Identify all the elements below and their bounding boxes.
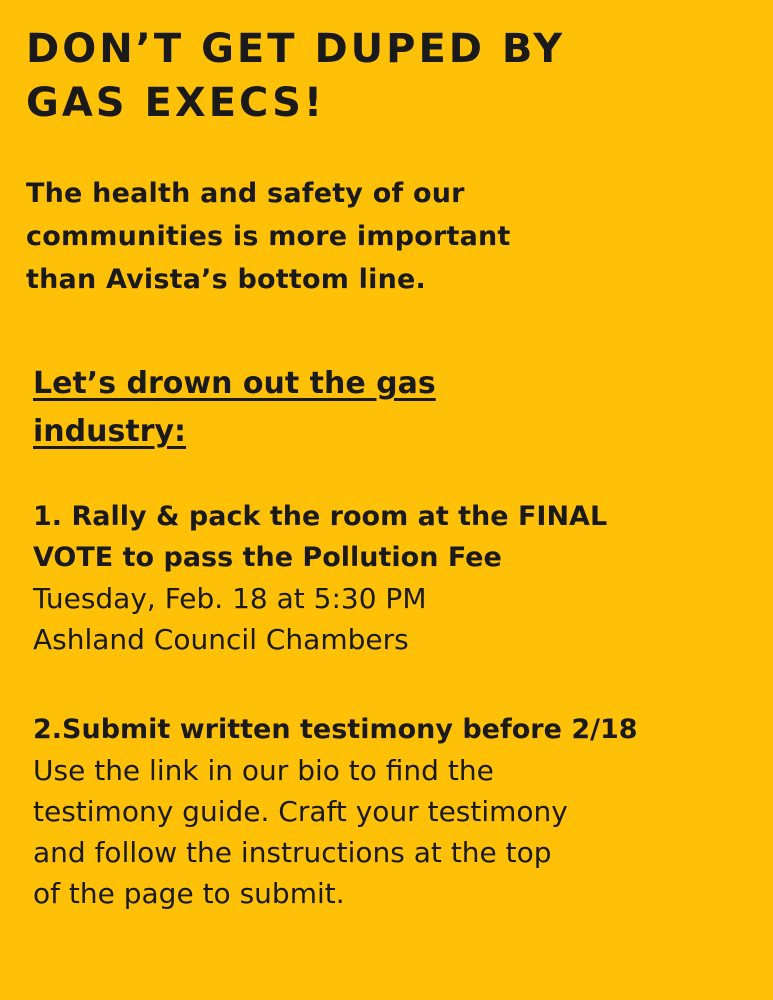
step-2-body-line-2: testimony guide. Craft your testimony xyxy=(33,795,568,828)
step-1-date: Tuesday, Feb. 18 at 5:30 PM xyxy=(33,582,427,615)
subheadline-line-1: The health and safety of our xyxy=(26,178,465,209)
step-2-title: 2.Submit written testimony before 2/18 xyxy=(33,714,638,745)
headline-line-1: DON’T GET DUPED BY xyxy=(26,26,566,72)
cta-line-1-wrapper xyxy=(33,360,733,408)
step-2-body-line-3: and follow the instructions at the top xyxy=(33,836,552,869)
subheadline xyxy=(26,172,746,301)
subheadline-line-2: communities is more important xyxy=(26,221,511,252)
subheadline-line-3: than Avista’s bottom line. xyxy=(26,264,426,295)
step-2-body-line-4: of the page to submit. xyxy=(33,877,345,910)
headline xyxy=(26,22,756,130)
step-2-body-line-1: Use the link in our bio to find the xyxy=(33,754,494,787)
call-to-action-heading xyxy=(33,360,733,456)
step-1-location: Ashland Council Chambers xyxy=(33,623,409,656)
cta-line-2-wrapper xyxy=(33,408,733,456)
headline-line-2: GAS EXECS! xyxy=(26,80,326,126)
step-1-title-line-2: VOTE to pass the Pollution Fee xyxy=(33,542,502,573)
step-1-rally xyxy=(33,496,763,660)
step-2-testimony xyxy=(33,709,763,914)
cta-line-1: Let’s drown out the gas xyxy=(33,366,436,401)
step-1-title-line-1: 1. Rally & pack the room at the FINAL xyxy=(33,501,608,532)
cta-line-2: industry: xyxy=(33,414,187,449)
